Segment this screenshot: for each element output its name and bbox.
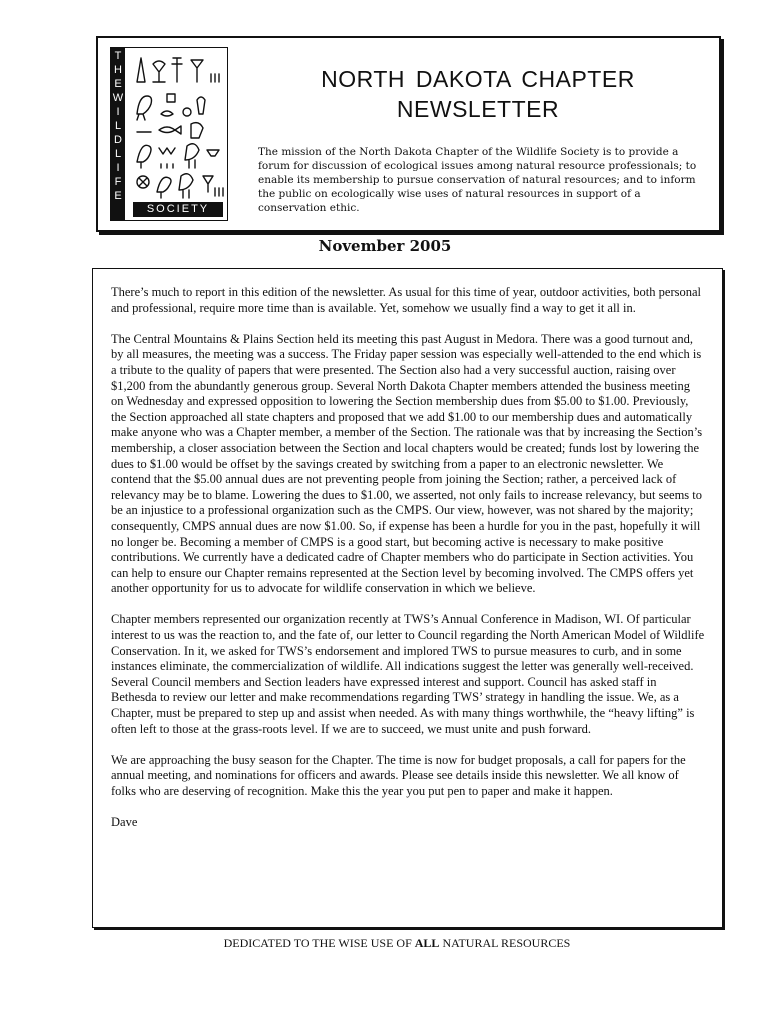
footer-tagline xyxy=(0,936,770,950)
title-line-1: NORTH DAKOTA CHAPTER xyxy=(321,66,635,92)
title-line-2: NEWSLETTER xyxy=(396,96,560,122)
letter-paragraph: The Central Mountains & Plains Section held its meeting this past August in Medora. There was a good turnout and, by all measures, the meeting was a success. The Friday paper session was especially well-attended to the end which is a tribute to the quality of papers that were presented. The Section also had a very successful auction, raising over $1,200 from the abundantly generous group. Several North Dakota Chapter members attended the business meeting on Wednesday and expressed opposition to lowering the Section membership dues from $5.00 to $1.00. Previously, the Section approached all state chapters and proposed that we add $1.00 to our membership dues and automatically make anyone who was a Chapter member, a member of the Section. The rationale was that by increasing the Section’s membership, a closer association between the Section and local chapters would be created; funds lost by lowering the dues to $1.00 would be offset by the savings created by switching from a paper to an electronic newsletter. We contend that the $5.00 annual dues are not preventing people from joining the Section; rather, a perceived lack of relevancy may be to blame. Lowering the dues to $1.00, we asserted, not only fails to increase relevancy, but seems to be an injustice to a professional organization such as the CMPS. Our view, however, was not shared by the majority; consequently, CMPS annual dues are now $1.00. So, if expense has been a hurdle for you in the past, hopefully it will no longer be. Becoming a member of CMPS is a good start, but becoming active is necessary to make positive contributions. We currently have a dedicated cadre of Chapter members who do participate in Section activities. You can help to ensure our Chapter remains represented at the Section level by becoming involved. The CMPS offers yet another opportunity for us to advocate for wildlife conservation in which we believe. xyxy=(111,331,703,596)
wildlife-society-logo xyxy=(110,47,228,221)
letter-paragraph: We are approaching the busy season for the Chapter. The time is now for budget proposals, a call for papers for the annual meeting, and nominations for officers and awards. Please see details inside this newsletter. We all know of folks who are deserving of recognition. Make this the year you put pen to paper and make it happen. xyxy=(111,752,686,798)
logo-society-label: SOCIETY xyxy=(133,202,223,217)
issue-date: November 2005 xyxy=(318,237,452,255)
letter-paragraph: There’s much to report in this edition of the newsletter. As usual for this time of year, outdoor activities, both personal and professional, require more time than is available. Yet, somehow we usually find a way to get it all in. xyxy=(111,285,701,315)
newsletter-title xyxy=(248,64,708,124)
hieroglyph-icon xyxy=(131,52,225,200)
letter-signature: Dave xyxy=(111,815,138,830)
logo-vertical-text: T H E W I L D L I F E xyxy=(111,48,125,220)
footer-text-after: NATURAL RESOURCES xyxy=(439,936,571,950)
letter-body xyxy=(111,285,705,846)
letter-paragraph: Chapter members represented our organization recently at TWS’s Annual Conference in Madison, WI. Of particular interest to us was the reaction to, and the fate of, our letter to Council regarding the North American Model of Wildlife Conservation. In it, we asked for TWS’s endorsement and implored TWS to pursue measures to curb, and in some instances eliminate, the commercialization of wildlife. All indications suggest the letter was generally well-received. Several Council members and Section leaders have expressed interest and support. Council has asked staff in Bethesda to review our letter and make recommendations regarding TWS’ strategy in handling the issue. We, as a Chapter, must be prepared to step up and assist when needed. As with many things worthwhile, the “heavy lifting” is often left to those at the grass-roots level. If we are to succeed, we must unite and push forward. xyxy=(111,612,705,736)
masthead xyxy=(96,36,721,232)
mission-statement: The mission of the North Dakota Chapter of the Wildlife Society is to provide a forum for discussion of ecological issues among natural resource professionals; to enable its membership to pursue conservation of natural resources; and to inform the public on ecologically wise uses of natural resources in support of a conservation ethic. xyxy=(258,146,697,214)
footer-text-before: DEDICATED TO THE WISE USE OF xyxy=(223,936,415,950)
presidents-letter xyxy=(92,268,723,928)
footer-emphasis: ALL xyxy=(414,936,440,950)
